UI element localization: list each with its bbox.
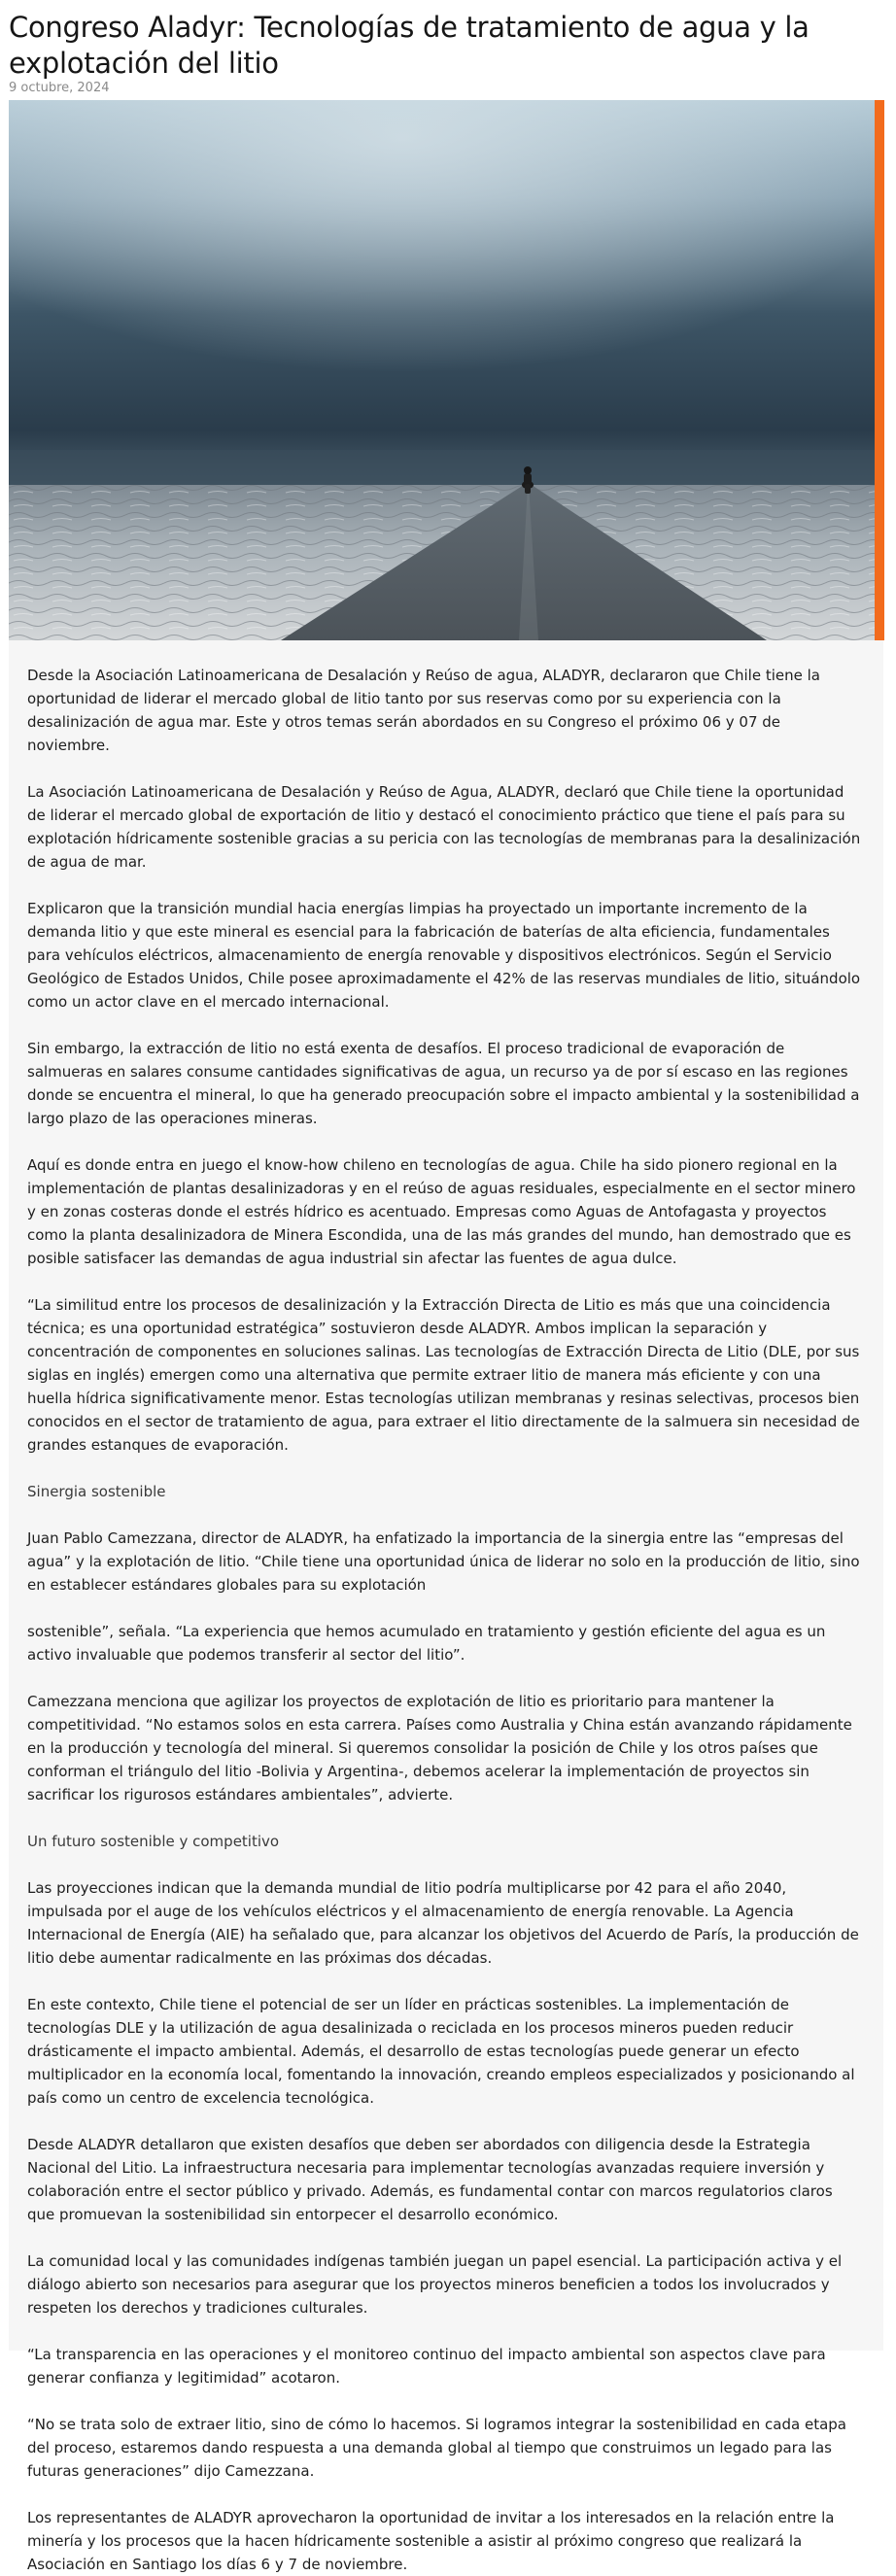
paragraph: Camezzana menciona que agilizar los proyectos de explotación de litio es prioritario para mantener la competitividad. “No estamos solos en esta carrera. Países como Australia y China están avanzando rápidamente en la producción y tecnología del mineral. Si queremos consolidar la posición de Chile y los otros países que conforman el triángulo del litio -Bolivia y Argentina-, debemos acelerar la implementación de proyectos sin sacrificar los rigurosos estándares ambientales”, advierte. — [27, 1693, 852, 1803]
article-body — [9, 640, 883, 2573]
paragraph: “La similitud entre los procesos de desalinización y la Extracción Directa de Litio es más que una coincidencia técnica; es una oportunidad estratégica” sostuvieron desde ALADYR. Ambos implican la separación y concentración de componentes en soluciones salinas. Las tecnologías de Extracción Directa de Litio (DLE, por sus siglas en inglés) emergen como una alternativa que permite extraer litio de manera más eficiente y con una huella hídrica significativamente menor. Estas tecnologías utilizan membranas y resinas selectivas, procesos bien conocidos en el sector de tratamiento de agua, para extraer el litio directamente de la salmuera sin necesidad de grandes estanques de evaporación. — [27, 1296, 860, 1454]
paragraph: Desde la Asociación Latinoamericana de Desalación y Reúso de agua, ALADYR, declararon que Chile tiene la oportunidad de liderar el mercado global de litio tanto por sus reservas como por su experiencia con la desalinización de agua mar. Este y otros temas serán abordados en su Congreso el próximo 06 y 07 de noviembre. — [27, 667, 820, 754]
paragraph: Desde ALADYR detallaron que existen desafíos que deben ser abordados con diligencia desde la Estrategia Nacional del Litio. La infraestructura necesaria para implementar tecnologías avanzadas requiere inversión y colaboración entre el sector público y privado. Además, es fundamental contar con marcos regulatorios claros que promuevan la sostenibilidad sin entorpecer el desarrollo económico. — [27, 2136, 833, 2223]
paragraph: Las proyecciones indican que la demanda mundial de litio podría multiplicarse por 42 para el año 2040, impulsada por el auge de los vehículos eléctricos y el almacenamiento de energía renovable. La Agencia Internacional de Energía (AIE) ha señalado que, para alcanzar los objetivos del Acuerdo de París, la producción de litio debe aumentar radicalmente en las próximas dos décadas. — [27, 1879, 859, 1967]
article-date: 9 octubre, 2024 — [9, 81, 110, 95]
paragraph: sostenible”, señala. “La experiencia que hemos acumulado en tratamiento y gestión eficiente del agua es un activo invaluable que podemos transferir al sector del litio”. — [27, 1623, 826, 1664]
paragraph: Aquí es donde entra en juego el know-how chileno en tecnologías de agua. Chile ha sido pionero regional en la implementación de plantas desalinizadoras y en el reúso de aguas residuales, especialmente en el sector minero y en zonas costeras donde el estrés hídrico es acentuado. Empresas como Aguas de Antofagasta y proyectos como la planta desalinizadora de Minera Escondida, una de las más grandes del mundo, han demostrado que es posible satisfacer las demandas de agua industrial sin afectar las fuentes de agua dulce. — [27, 1156, 856, 1267]
paragraph: Explicaron que la transición mundial hacia energías limpias ha proyectado un importante incremento de la demanda litio y que este mineral es esencial para la fabricación de baterías de alta eficiencia, fundamentales para vehículos eléctricos, almacenamiento de energía renovable y dispositivos electrónicos. Según el Servicio Geológico de Estados Unidos, Chile posee aproximadamente el 42% de las reservas mundiales de litio, situándolo como un actor clave en el mercado internacional. — [27, 900, 861, 1011]
section-subheading: Un futuro sostenible y competitivo — [27, 1833, 280, 1850]
hero-image — [9, 100, 883, 640]
paragraph: La comunidad local y las comunidades indígenas también juegan un papel esencial. La participación activa y el diálogo abierto son necesarios para asegurar que los proyectos mineros beneficien a todos los involucrados y respeten los derechos y tradiciones culturales. — [27, 2252, 843, 2317]
paragraph: Sin embargo, la extracción de litio no está exenta de desafíos. El proceso tradicional de evaporación de salmueras en salares consume cantidades significativas de agua, un recurso ya de por sí escaso en las regiones donde se encuentra el mineral, lo que ha generado preocupación sobre el impacto ambiental y la sostenibilidad a largo plazo de las operaciones mineras. — [27, 1040, 860, 1127]
section-subheading: Sinergia sostenible — [27, 1483, 166, 1500]
accent-bar — [875, 100, 884, 640]
paragraph: Juan Pablo Camezzana, director de ALADYR, ha enfatizado la importancia de la sinergia entre las “empresas del agua” y la explotación de litio. “Chile tiene una oportunidad única de liderar no solo en la producción de litio, sino en establecer estándares globales para su explotación — [27, 1529, 860, 1594]
paragraph: En este contexto, Chile tiene el potencial de ser un líder en prácticas sostenibles. La implementación de tecnologías DLE y la utilización de agua desalinizada o reciclada en los procesos mineros pueden reducir drásticamente el impacto ambiental. Además, el desarrollo de estas tecnologías puede generar un efecto multiplicador en la economía local, fomentando la innovación, creando empleos especializados y posicionando al país como un centro de excelencia tecnológica. — [27, 1996, 855, 2107]
article-title: Congreso Aladyr: Tecnologías de tratamiento de agua y la explotación del litio — [9, 11, 810, 80]
paragraph: “No se trata solo de extraer litio, sino de cómo lo hacemos. Si logramos integrar la sostenibilidad en cada etapa del proceso, estaremos dando respuesta a una demanda global al tiempo que construimos un legado para las futuras generaciones” dijo Camezzana. — [27, 2416, 846, 2480]
paragraph: La Asociación Latinoamericana de Desalación y Reúso de Agua, ALADYR, declaró que Chile tiene la oportunidad de liderar el mercado global de exportación de litio y destacó el conocimiento práctico que tiene el país para su explotación hídricamente sostenible gracias a su pericia con las tecnologías de membranas para la desalinización de agua de mar. — [27, 783, 861, 871]
paragraph: Los representantes de ALADYR aprovecharon la oportunidad de invitar a los interesados en la relación entre la minería y los procesos que la hacen hídricamente sostenible a asistir al próximo congreso que realizará la Asociación en Santiago los días 6 y 7 de noviembre. — [27, 2509, 835, 2573]
paragraph: “La transparencia en las operaciones y el monitoreo continuo del impacto ambiental son aspectos clave para generar confianza y legitimidad” acotaron. — [27, 2346, 826, 2387]
